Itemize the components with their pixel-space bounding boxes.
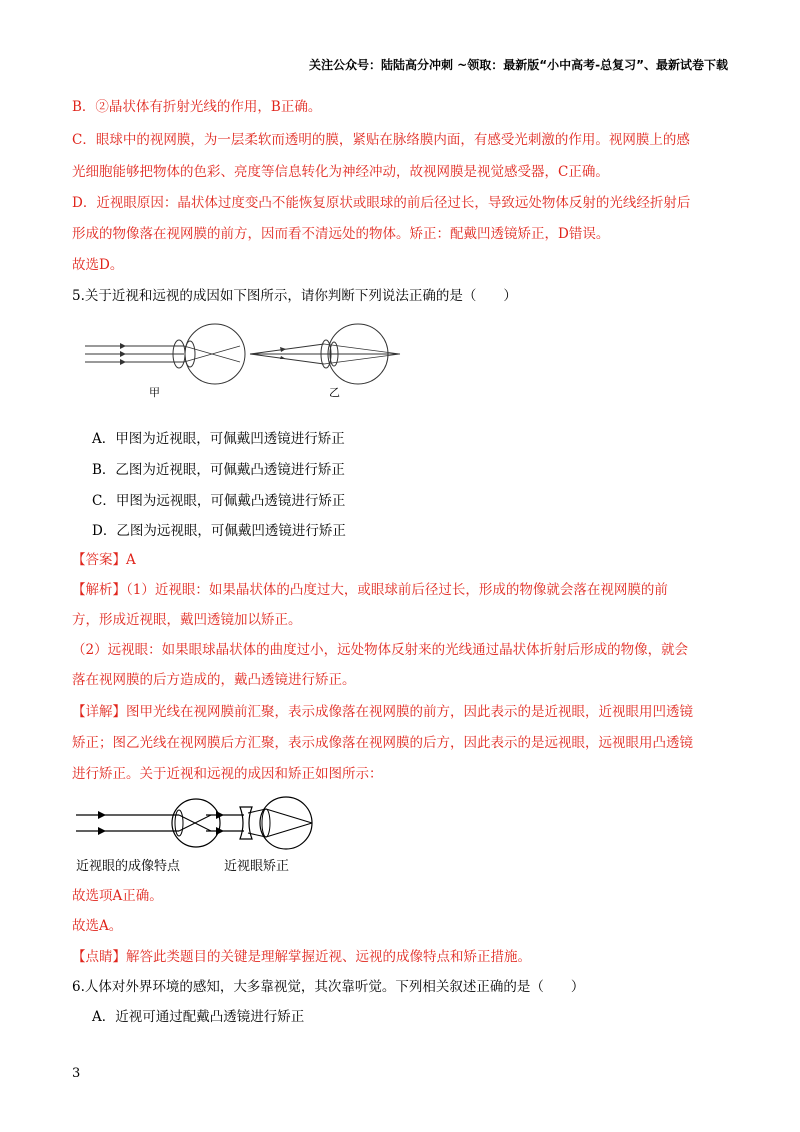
solution-c-line1: C．眼球中的视网膜，为一层柔软而透明的膜，紧贴在脉络膜内面，有感受光刺激的作用。视网膜上的感 (72, 132, 690, 148)
analysis-line4: 落在视网膜的后方造成的，戴凸透镜进行矫正。 (72, 672, 356, 688)
question-5-option-c: C．甲图为远视眼，可佩戴凸透镜进行矫正 (92, 493, 346, 509)
solution-d-line1: D．近视眼原因：晶状体过度变凸不能恢复原状或眼球的前后径过长，导致远处物体反射的光线经折射后 (72, 195, 691, 211)
eye-diagram-figure (80, 318, 420, 408)
question-6-option-a: A．近视可通过配戴凸透镜进行矫正 (92, 1009, 305, 1025)
eye-label-a: 甲 (149, 386, 160, 399)
select-line1: 故选项A正确。 (72, 888, 163, 904)
select-line2: 故选A。 (72, 918, 123, 934)
solution-d-line2: 形成的物像落在视网膜的前方，因而看不清远处的物体。矫正：配戴凹透镜矫正，D错误。 (72, 226, 610, 242)
solution-b: B．②晶状体有折射光线的作用，B正确。 (72, 99, 322, 115)
eye-diagram-a (85, 324, 245, 384)
solution-conclusion: 故选D。 (72, 257, 124, 273)
fig2-caption-a: 近视眼的成像特点 (76, 859, 181, 874)
question-5-option-a: A．甲图为近视眼，可佩戴凹透镜进行矫正 (92, 431, 345, 447)
question-5-answer: 【答案】A (72, 552, 136, 568)
analysis-line1: 【解析】（1）近视眼：如果晶状体的凸度过大，或眼球前后径过长，形成的物像就会落在视网膜的前 (72, 582, 668, 598)
analysis-line3: （2）远视眼：如果眼球晶状体的曲度过小，远处物体反射来的光线通过晶状体折射后形成的物像，就会 (72, 642, 689, 658)
question-5-option-d: D．乙图为远视眼，可佩戴凹透镜进行矫正 (92, 523, 346, 539)
question-5-option-b: B．乙图为近视眼，可佩戴凸透镜进行矫正 (92, 462, 345, 478)
detail-line3: 进行矫正。关于近视和远视的成因和矫正如图所示： (72, 766, 383, 782)
myopia-correction-diagram (206, 797, 312, 849)
detail-line1: 【详解】图甲光线在视网膜前汇聚，表示成像落在视网膜的前方，因此表示的是近视眼，近视眼用凹透镜 (72, 704, 693, 720)
page-number: 3 (72, 1066, 81, 1081)
tip-line: 【点睛】解答此类题目的关键是理解掌握近视、远视的成像特点和矫正措施。 (72, 949, 531, 965)
detail-line2: 矫正；图乙光线在视网膜后方汇聚，表示成像落在视网膜的后方，因此表示的是远视眼，远视眼用凸透镜 (72, 735, 693, 751)
myopia-correction-figure (76, 795, 336, 855)
eye-diagram-b (250, 324, 400, 384)
eye-label-b: 乙 (329, 386, 340, 399)
myopia-imaging-diagram (76, 799, 220, 847)
solution-c-line2: 光细胞能够把物体的色彩、亮度等信息转化为神经冲动，故视网膜是视觉感受器，C正确。 (72, 164, 609, 180)
analysis-line2: 方，形成近视眼，戴凹透镜加以矫正。 (72, 612, 302, 628)
fig2-caption-b: 近视眼矫正 (224, 859, 290, 874)
page-header: 关注公众号：陆陆高分冲刺 ~领取：最新版“小中高考-总复习”、最新试卷下载 (309, 58, 728, 72)
question-5-stem: 5.关于近视和远视的成因如下图所示，请你判断下列说法正确的是（ ） (72, 288, 517, 304)
question-6-stem: 6.人体对外界环境的感知，大多靠视觉，其次靠听觉。下列相关叙述正确的是（ ） (72, 979, 585, 995)
